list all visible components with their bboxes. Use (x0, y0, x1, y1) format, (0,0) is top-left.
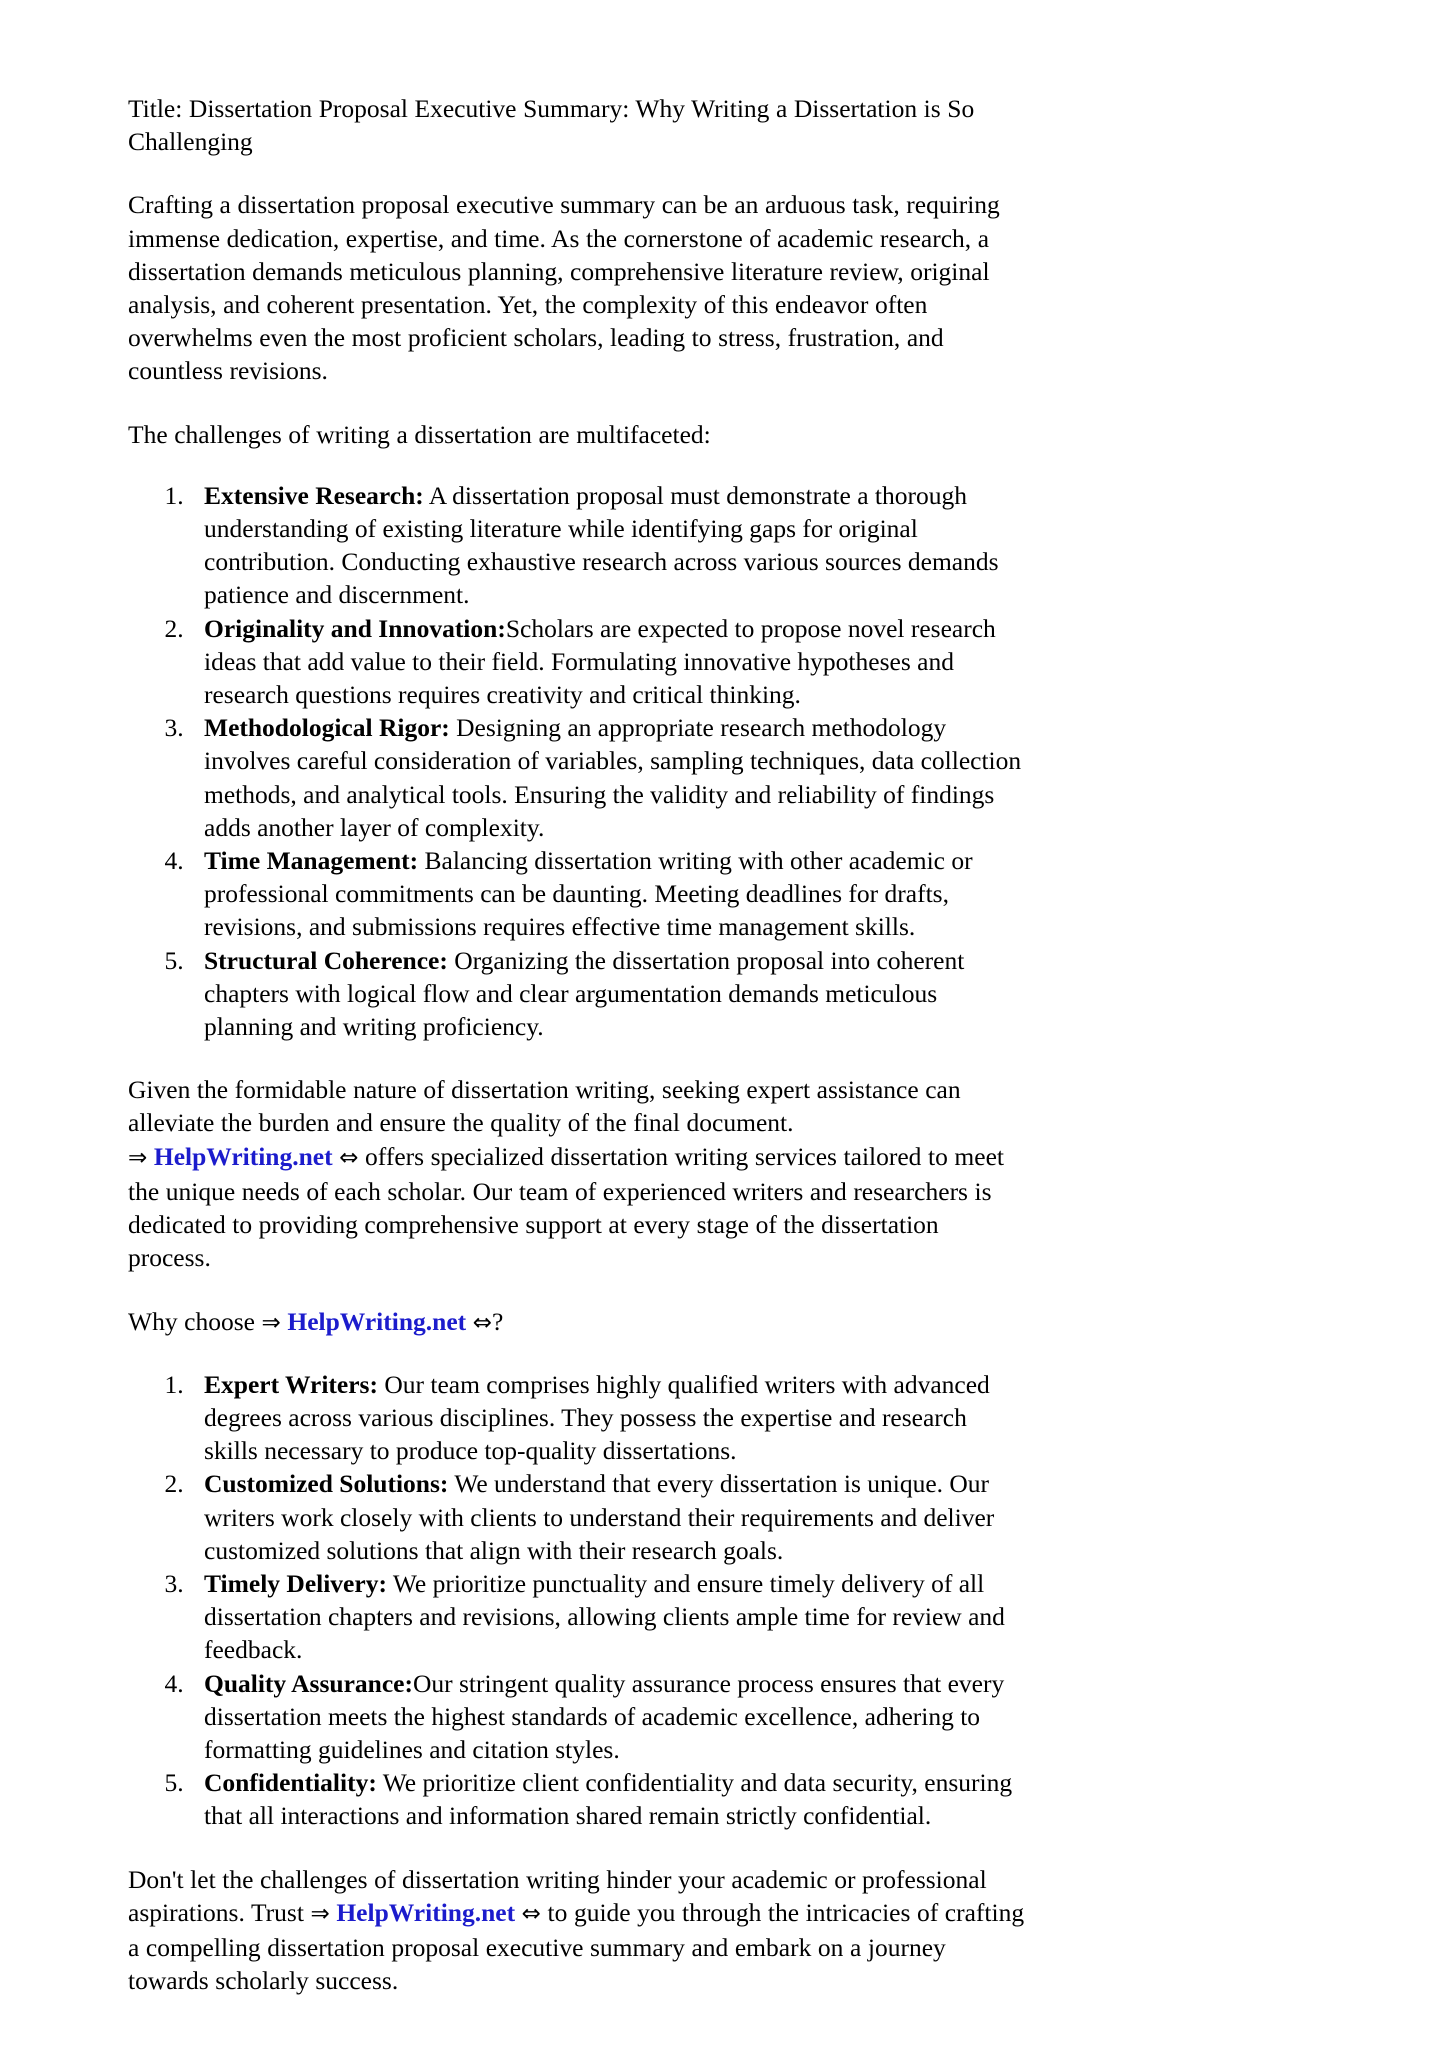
list-item-text: We understand that every dissertation is unique. Our writers work closely with clients to understand their requirements and deliver customized solutions that align with their research goals. (204, 1469, 995, 1565)
list-item-label: Structural Coherence: (204, 945, 448, 975)
left-right-arrow-icon: ⇔ (521, 1900, 541, 1927)
helpwriting-link[interactable]: HelpWriting.net (336, 1897, 516, 1927)
list-item-text: Designing an appropriate research methodology involves careful consideration of variables, sampling techniques, data collection methods, and analytical tools. Ensuring the validity and reliability of findings adds another layer of complexity. (204, 713, 1022, 842)
list-item-label: Quality Assurance: (204, 1668, 413, 1698)
double-right-arrow-icon: ⇒ (261, 1309, 281, 1336)
list-item (190, 1467, 1026, 1567)
why-choose-text-before: Why choose (128, 1306, 262, 1336)
list-item-label: Extensive Research: (204, 480, 424, 510)
list-item-text: A dissertation proposal must demonstrate a thorough understanding of existing literature while identifying gaps for original contribution. Conducting exhaustive research across various sources demands patience and discernment. (204, 480, 999, 610)
list-item (190, 844, 1026, 944)
list-item-label: Originality and Innovation: (204, 613, 506, 643)
why-choose-line (128, 1305, 1026, 1340)
helpwriting-link-group[interactable] (310, 1898, 540, 1927)
list-item (190, 1368, 1026, 1468)
list-item (190, 1667, 1026, 1767)
list-item (190, 1567, 1026, 1667)
document-title: Title: Dissertation Proposal Executive Summary: Why Writing a Dissertation is So Challenging (128, 94, 975, 157)
list-item-label: Expert Writers: (204, 1369, 378, 1399)
list-item (190, 711, 1026, 844)
double-right-arrow-icon: ⇒ (128, 1144, 148, 1171)
list-item-text: We prioritize client confidentiality and data security, ensuring that all interactions and information shared remain strictly confidential. (204, 1768, 1013, 1831)
closing-paragraph (128, 1863, 1026, 1998)
challenges-list (128, 479, 1026, 1043)
list-item-label: Time Management: (204, 846, 419, 876)
assistance-text-before: Given the formidable nature of dissertation writing, seeking expert assistance can alleviate the burden and ensure the quality of the final document. (128, 1075, 961, 1138)
helpwriting-link[interactable]: HelpWriting.net (287, 1306, 467, 1336)
helpwriting-link-group[interactable] (128, 1142, 358, 1171)
document-body (128, 92, 1026, 1997)
list-item (190, 1766, 1026, 1832)
assistance-paragraph (128, 1073, 1026, 1274)
closing-text-after: to guide you through the intricacies of crafting a compelling dissertation proposal executive summary and embark on a journey towards scholarly success. (128, 1897, 1025, 1996)
spacer (128, 388, 1026, 418)
helpwriting-link[interactable]: HelpWriting.net (153, 1141, 333, 1171)
spacer (128, 451, 1026, 479)
challenges-lead-in: The challenges of writing a dissertation are multifaceted: (128, 419, 711, 449)
list-item-text: We prioritize punctuality and ensure timely delivery of all dissertation chapters and revisions, allowing clients ample time for review and feedback. (204, 1568, 1005, 1665)
reasons-list (128, 1368, 1026, 1833)
left-right-arrow-icon: ⇔ (339, 1144, 359, 1171)
spacer (128, 1340, 1026, 1368)
why-choose-text-after: ? (492, 1306, 504, 1336)
list-item-label: Confidentiality: (204, 1768, 377, 1798)
list-item (190, 479, 1026, 612)
list-item-label: Methodological Rigor: (204, 713, 450, 743)
list-item-text: Balancing dissertation writing with other academic or professional commitments can be daunting. Meeting deadlines for drafts, revisions, and submissions requires effective time management skills. (204, 846, 973, 942)
list-item (190, 612, 1026, 712)
left-right-arrow-icon: ⇔ (472, 1309, 492, 1336)
list-item (190, 944, 1026, 1044)
list-item-text: Our team comprises highly qualified writers with advanced degrees across various disciplines. They possess the expertise and research skills necessary to produce top-quality dissertations. (204, 1369, 990, 1466)
spacer (128, 1043, 1026, 1073)
double-right-arrow-icon: ⇒ (310, 1900, 330, 1927)
list-item-text: Our stringent quality assurance process ensures that every dissertation meets the highest standards of academic excellence, adhering to formatting guidelines and citation styles. (204, 1668, 1005, 1764)
list-item-label: Timely Delivery: (204, 1568, 387, 1598)
assistance-text-after: offers specialized dissertation writing services tailored to meet the unique needs of each scholar. Our team of experienced writers and researchers is dedicated to providing comprehensive support at every stage of the dissertation process. (128, 1141, 1004, 1273)
spacer (128, 1275, 1026, 1305)
spacer (128, 1833, 1026, 1863)
helpwriting-link-group[interactable] (262, 1307, 492, 1336)
list-item-label: Customized Solutions: (204, 1469, 449, 1499)
list-item-text: Organizing the dissertation proposal into coherent chapters with logical flow and clear argumentation demands meticulous planning and writing proficiency. (204, 945, 965, 1042)
closing-text-before: Don't let the challenges of dissertation writing hinder your academic or professional aspirations. Trust (128, 1864, 987, 1927)
intro-paragraph: Crafting a dissertation proposal executive summary can be an arduous task, requiring immense dedication, expertise, and time. As the cornerstone of academic research, a dissertation demands meticulous planning, comprehensive literature review, original analysis, and coherent presentation. Yet, the complexity of this endeavor often overwhelms even the most proficient scholars, leading to stress, frustration, and countless revisions. (128, 190, 1000, 386)
list-item-text: Scholars are expected to propose novel research ideas that add value to their field. Formulating innovative hypotheses and research questions requires creativity and critical thinking. (204, 613, 996, 710)
